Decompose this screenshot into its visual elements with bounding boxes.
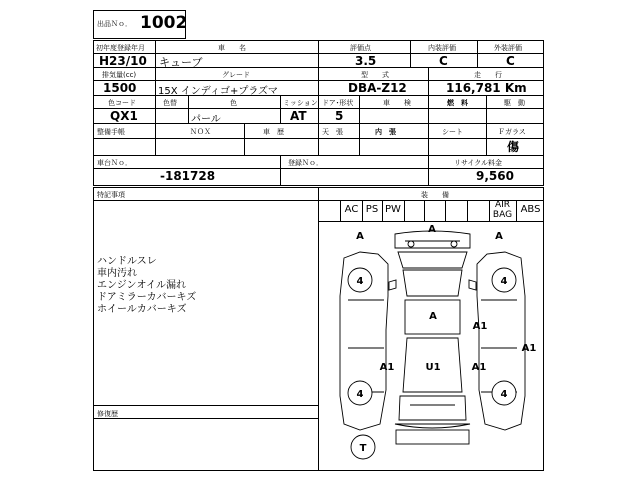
recycle-label: リサイクル料金 bbox=[454, 159, 503, 167]
mark-wheel-rr: 4 bbox=[500, 389, 508, 400]
mission-label: ミッション bbox=[283, 99, 318, 107]
lot-number: 1002 bbox=[140, 13, 188, 33]
mark-tire: T bbox=[359, 443, 367, 454]
mark-front-center: A bbox=[428, 224, 436, 235]
manual-label: 整備手帳 bbox=[97, 128, 125, 136]
mark-front-left: A bbox=[356, 231, 364, 242]
car-value: キューブ bbox=[159, 56, 203, 69]
interior-label: 内装評価 bbox=[428, 44, 456, 52]
history-label: 車 歴 bbox=[263, 128, 284, 136]
reg-label: 登録Ｎｏ． bbox=[288, 159, 323, 167]
recycle-value: 9,560 bbox=[476, 169, 514, 183]
mark-wheel-rl: 4 bbox=[356, 389, 364, 400]
note-line: 車内汚れ bbox=[97, 268, 137, 279]
doors-value: 5 bbox=[335, 109, 344, 123]
grade-value: 15X インディゴ+プラズマ bbox=[158, 86, 278, 97]
equip-ac: AC bbox=[344, 204, 359, 215]
mark-right-rear-door: A1 bbox=[472, 321, 488, 332]
mark-wheel-fr: 4 bbox=[500, 276, 508, 287]
model-value: DBA-Z12 bbox=[348, 81, 407, 95]
mileage-label: 走 行 bbox=[474, 71, 502, 79]
grade-label: グレード bbox=[222, 71, 250, 79]
note-line: ドアミラーカバーキズ bbox=[97, 292, 197, 303]
year-label: 初年度登録年月 bbox=[96, 44, 145, 52]
equip-ps: PS bbox=[365, 204, 379, 215]
lot-label: 出品Ｎｏ． bbox=[97, 20, 132, 28]
equip-pw: PW bbox=[385, 204, 401, 215]
mark-roof: A bbox=[429, 311, 437, 322]
car-label: 車 名 bbox=[218, 44, 246, 52]
glass-label: Ｆガラス bbox=[498, 128, 526, 136]
glass-value: 傷 bbox=[507, 140, 520, 154]
model-label: 型 式 bbox=[361, 71, 389, 79]
sunroof-label: 天 張 bbox=[322, 128, 343, 136]
score-value: 3.5 bbox=[355, 54, 377, 68]
chassis-label: 車台Ｎｏ． bbox=[97, 159, 132, 167]
equip-airbag: AIR BAG bbox=[492, 200, 513, 220]
fuel-label: 燃 料 bbox=[447, 99, 468, 107]
doors-label: ドア･形状 bbox=[322, 99, 354, 107]
mission-value: AT bbox=[290, 109, 307, 123]
repair-label: 修復歴 bbox=[97, 410, 118, 418]
color-code-value: QX1 bbox=[110, 109, 138, 123]
mark-front-right: A bbox=[495, 231, 503, 242]
notes-list bbox=[97, 256, 196, 316]
note-line: エンジンオイル漏れ bbox=[97, 280, 186, 291]
interior-wear-label: 内 張 bbox=[375, 128, 396, 136]
nox-label: ＮＯＸ bbox=[190, 128, 211, 136]
inspection-label: 車 検 bbox=[383, 99, 411, 107]
notes-label: 特記事項 bbox=[97, 191, 125, 199]
disp-value: 1500 bbox=[103, 81, 137, 95]
color-label: 色 bbox=[230, 99, 237, 107]
exterior-label: 外装評価 bbox=[494, 44, 522, 52]
score-label: 評価点 bbox=[350, 44, 371, 52]
exterior-value: C bbox=[506, 54, 515, 68]
equip-abs: ABS bbox=[520, 204, 541, 215]
equipment-label: 装 備 bbox=[421, 191, 449, 199]
note-line: ハンドルスレ bbox=[97, 256, 157, 267]
mark-wheel-fl: 4 bbox=[356, 276, 364, 287]
disp-label: 排気量(cc) bbox=[102, 71, 137, 79]
color-value: パール bbox=[191, 114, 221, 125]
mark-right-door: A1 bbox=[471, 362, 487, 373]
interior-value: C bbox=[439, 54, 448, 68]
drive-label: 駆 動 bbox=[504, 99, 525, 107]
seat-label: シート bbox=[442, 128, 463, 136]
mark-center: U1 bbox=[425, 362, 441, 373]
year-value: H23/10 bbox=[99, 54, 147, 68]
mark-right-side: A1 bbox=[521, 343, 537, 354]
chassis-value: -181728 bbox=[160, 169, 216, 183]
mileage-value: 116,781 Km bbox=[446, 81, 527, 95]
color-type-label: 色替 bbox=[163, 99, 177, 107]
note-line: ホイールカバーキズ bbox=[97, 304, 187, 315]
color-code-label: 色コード bbox=[108, 99, 136, 107]
mark-left-door: A1 bbox=[379, 362, 395, 373]
car-diagram bbox=[318, 222, 544, 471]
